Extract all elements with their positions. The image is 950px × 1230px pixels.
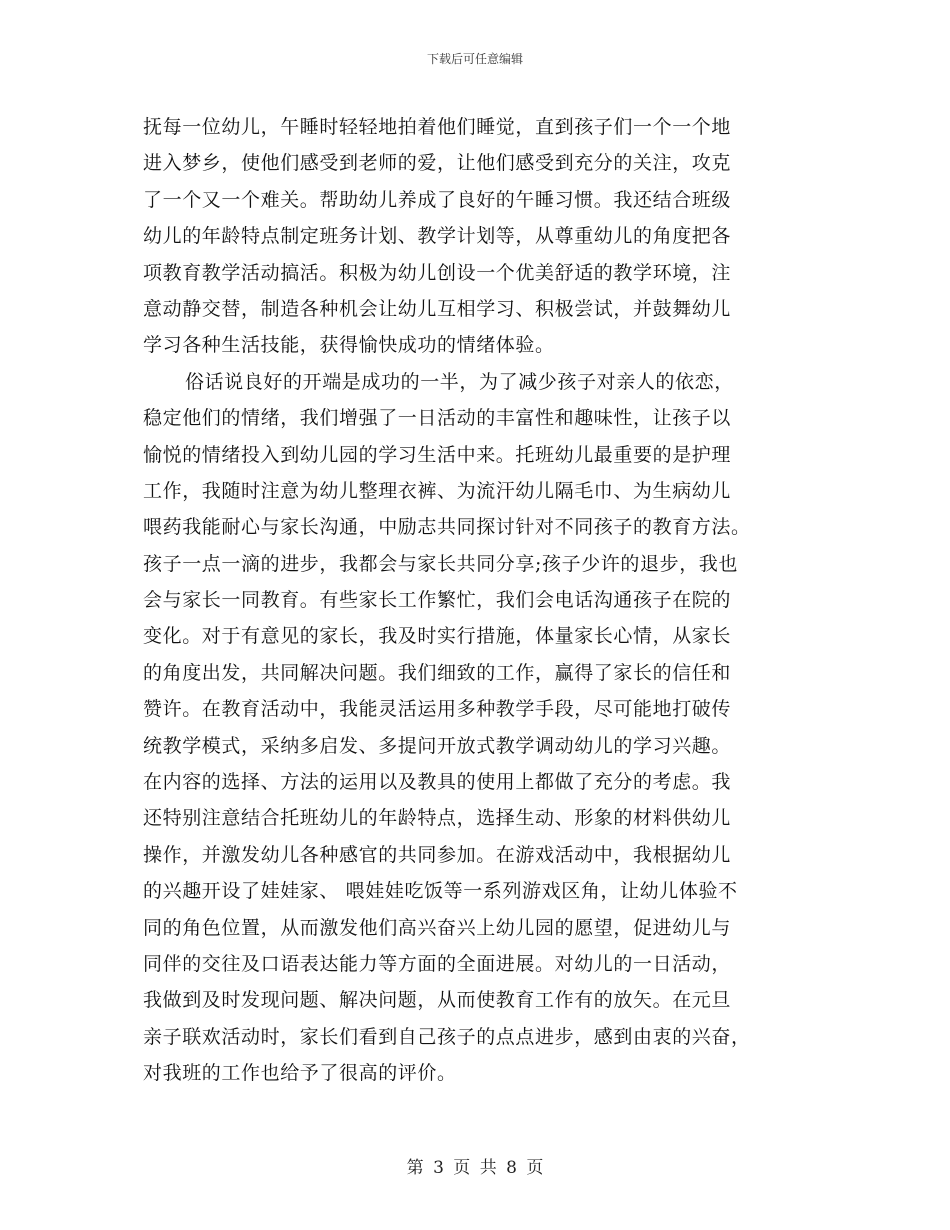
- page-number: 第 3 页 共 8 页: [406, 1158, 544, 1178]
- text-line: 亲子联欢活动时，家长们看到自己孩子的点点进步，感到由衷的兴奋，: [143, 1025, 751, 1048]
- text-line: 赞许。在教育活动中，我能灵活运用多种教学手段，尽可能地打破传: [143, 698, 732, 721]
- text-line: 意动静交替，制造各种机会让幼儿互相学习、积极尝试，并鼓舞幼儿: [143, 297, 732, 320]
- text-line: 我做到及时发现问题、解决问题，从而使教育工作有的放矢。在元旦: [143, 989, 732, 1012]
- text-line: 幼儿的年龄特点制定班务计划、教学计划等，从尊重幼儿的角度把各: [143, 225, 732, 248]
- text-line: 的兴趣开设了娃娃家、 喂娃娃吃饭等一系列游戏区角，让幼儿体验不: [143, 880, 738, 903]
- text-line: 的角度出发，共同解决问题。我们细致的工作，赢得了家长的信任和: [143, 661, 732, 684]
- paragraph-first-line: 俗话说良好的开端是成功的一半，为了减少孩子对亲人的依恋，: [185, 370, 734, 393]
- text-line: 还特别注意结合托班幼儿的年龄特点，选择生动、形象的材料供幼儿: [143, 807, 732, 830]
- text-line: 同伴的交往及口语表达能力等方面的全面进展。对幼儿的一日活动，: [143, 952, 732, 975]
- text-line: 稳定他们的情绪，我们增强了一日活动的丰富性和趣味性，让孩子以: [143, 407, 732, 430]
- text-line: 了一个又一个难关。帮助幼儿养成了良好的午睡习惯。我还结合班级: [143, 188, 732, 211]
- text-line: 项教育教学活动搞活。积极为幼儿创设一个优美舒适的教学环境，注: [143, 261, 732, 284]
- text-line: 操作，并激发幼儿各种感官的共同参加。在游戏活动中，我根据幼儿: [143, 843, 732, 866]
- text-line: 喂药我能耐心与家长沟通，中励志共同探讨针对不同孩子的教育方法。: [143, 516, 751, 539]
- text-line: 对我班的工作也给予了很高的评价。: [143, 1062, 457, 1085]
- document-body: [143, 109, 807, 1092]
- text-line: 愉悦的情绪投入到幼儿园的学习生活中来。托班幼儿最重要的是护理: [143, 443, 732, 466]
- text-line: 变化。对于有意见的家长，我及时实行措施，体量家长心情，从家长: [143, 625, 732, 648]
- text-line: 在内容的选择、方法的运用以及教具的使用上都做了充分的考虑。我: [143, 771, 732, 794]
- text-line: 进入梦乡，使他们感受到老师的爱，让他们感受到充分的关注，攻克: [143, 152, 732, 175]
- page-header: 下载后可任意编辑: [426, 52, 523, 66]
- text-line: 同的角色位置，从而激发他们高兴奋兴上幼儿园的愿望，促进幼儿与: [143, 916, 732, 939]
- text-line: 抚每一位幼儿，午睡时轻轻地拍着他们睡觉，直到孩子们一个一个地: [143, 116, 732, 138]
- text-line: 孩子一点一滴的进步，我都会与家长共同分享;孩子少许的退步，我也: [143, 552, 739, 575]
- text-line: 工作，我随时注意为幼儿整理衣裤、为流汗幼儿隔毛巾、为生病幼儿: [143, 479, 732, 502]
- text-line: 学习各种生活技能，获得愉快成功的情绪体验。: [143, 334, 555, 357]
- text-line: 统教学模式，采纳多启发、多提问开放式教学调动幼儿的学习兴趣。: [143, 734, 732, 757]
- text-line: 会与家长一同教育。有些家长工作繁忙，我们会电话沟通孩子在院的: [143, 589, 732, 612]
